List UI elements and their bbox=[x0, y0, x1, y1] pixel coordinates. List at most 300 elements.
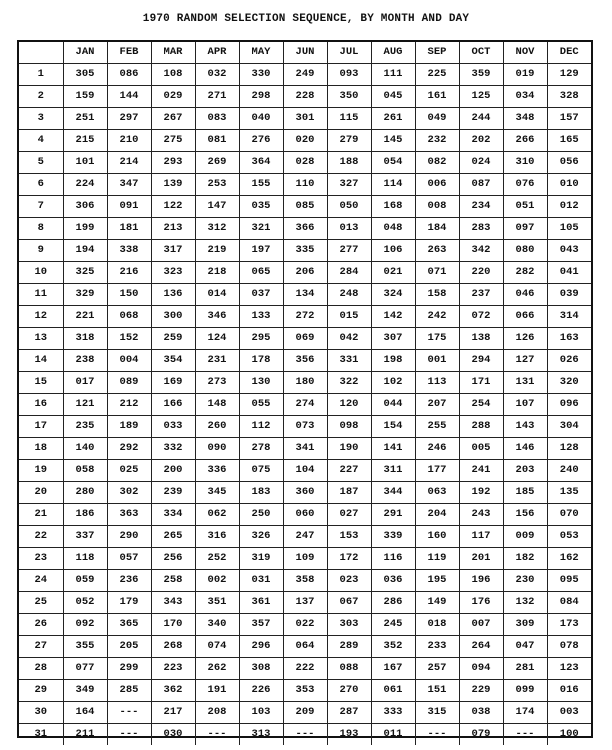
sequence-cell: 123 bbox=[547, 658, 591, 680]
sequence-cell: 150 bbox=[107, 284, 151, 306]
sequence-cell: 246 bbox=[415, 438, 459, 460]
sequence-cell: 045 bbox=[371, 86, 415, 108]
day-number: 15 bbox=[19, 372, 63, 394]
sequence-cell: 032 bbox=[195, 64, 239, 86]
sequence-cell: 267 bbox=[151, 108, 195, 130]
sequence-cell: 141 bbox=[371, 438, 415, 460]
sequence-cell: 335 bbox=[283, 240, 327, 262]
sequence-cell: 099 bbox=[503, 680, 547, 702]
sequence-cell: 209 bbox=[283, 702, 327, 724]
sequence-cell: 174 bbox=[503, 702, 547, 724]
sequence-cell: 329 bbox=[63, 284, 107, 306]
table-row bbox=[19, 548, 591, 570]
sequence-cell: 304 bbox=[547, 416, 591, 438]
sequence-cell: 341 bbox=[283, 438, 327, 460]
day-number: 3 bbox=[19, 108, 63, 130]
sequence-cell: 003 bbox=[547, 702, 591, 724]
sequence-cell: 264 bbox=[459, 636, 503, 658]
day-number: 23 bbox=[19, 548, 63, 570]
sequence-cell: 008 bbox=[415, 196, 459, 218]
sequence-cell: 270 bbox=[327, 680, 371, 702]
sequence-cell: 203 bbox=[503, 460, 547, 482]
sequence-cell: 321 bbox=[239, 218, 283, 240]
sequence-cell: 002 bbox=[195, 570, 239, 592]
day-number: 22 bbox=[19, 526, 63, 548]
sequence-cell: 093 bbox=[327, 64, 371, 86]
sequence-cell: 288 bbox=[459, 416, 503, 438]
sequence-cell: 102 bbox=[371, 372, 415, 394]
sequence-cell: 330 bbox=[239, 64, 283, 86]
sequence-cell: 186 bbox=[63, 504, 107, 526]
sequence-cell: 294 bbox=[459, 350, 503, 372]
day-number: 12 bbox=[19, 306, 63, 328]
sequence-cell: 067 bbox=[327, 592, 371, 614]
sequence-cell: 333 bbox=[371, 702, 415, 724]
sequence-cell: 061 bbox=[371, 680, 415, 702]
sequence-cell: 005 bbox=[459, 438, 503, 460]
sequence-cell: 344 bbox=[371, 482, 415, 504]
sequence-cell: 107 bbox=[503, 394, 547, 416]
sequence-cell: 133 bbox=[239, 306, 283, 328]
sequence-cell: 342 bbox=[459, 240, 503, 262]
sequence-cell: 035 bbox=[239, 196, 283, 218]
day-number: 20 bbox=[19, 482, 63, 504]
sequence-cell: 105 bbox=[547, 218, 591, 240]
sequence-cell: 340 bbox=[195, 614, 239, 636]
sequence-cell: 241 bbox=[459, 460, 503, 482]
sequence-cell: 262 bbox=[195, 658, 239, 680]
sequence-cell: 051 bbox=[503, 196, 547, 218]
sequence-cell: 197 bbox=[239, 240, 283, 262]
table-row bbox=[19, 130, 591, 152]
day-number: 2 bbox=[19, 86, 63, 108]
sequence-cell: 315 bbox=[415, 702, 459, 724]
sequence-cell: 046 bbox=[503, 284, 547, 306]
day-number: 29 bbox=[19, 680, 63, 702]
sequence-cell: 166 bbox=[151, 394, 195, 416]
sequence-cell: 171 bbox=[459, 372, 503, 394]
sequence-cell: 283 bbox=[459, 218, 503, 240]
sequence-cell: 207 bbox=[415, 394, 459, 416]
sequence-cell: 318 bbox=[63, 328, 107, 350]
sequence-cell: 155 bbox=[239, 174, 283, 196]
month-header-feb: FEB bbox=[107, 42, 151, 64]
sequence-cell: 198 bbox=[371, 350, 415, 372]
table-row bbox=[19, 636, 591, 658]
sequence-cell: 130 bbox=[239, 372, 283, 394]
sequence-cell: --- bbox=[107, 702, 151, 724]
sequence-cell: 112 bbox=[239, 416, 283, 438]
sequence-cell: 158 bbox=[415, 284, 459, 306]
day-number: 24 bbox=[19, 570, 63, 592]
sequence-cell: 025 bbox=[107, 460, 151, 482]
sequence-cell: 352 bbox=[371, 636, 415, 658]
sequence-cell: 238 bbox=[63, 350, 107, 372]
sequence-cell: 153 bbox=[327, 526, 371, 548]
sequence-cell: 208 bbox=[195, 702, 239, 724]
day-number: 4 bbox=[19, 130, 63, 152]
sequence-cell: 177 bbox=[415, 460, 459, 482]
sequence-cell: 252 bbox=[195, 548, 239, 570]
sequence-cell: 250 bbox=[239, 504, 283, 526]
sequence-cell: 265 bbox=[151, 526, 195, 548]
sequence-cell: 108 bbox=[151, 64, 195, 86]
sequence-cell: 181 bbox=[107, 218, 151, 240]
sequence-cell: 080 bbox=[503, 240, 547, 262]
sequence-cell: 227 bbox=[327, 460, 371, 482]
sequence-cell: 012 bbox=[547, 196, 591, 218]
sequence-cell: 278 bbox=[239, 438, 283, 460]
sequence-cell: 194 bbox=[63, 240, 107, 262]
sequence-cell: 137 bbox=[283, 592, 327, 614]
table-row bbox=[19, 350, 591, 372]
sequence-cell: 317 bbox=[151, 240, 195, 262]
sequence-cell: 225 bbox=[415, 64, 459, 86]
sequence-cell: 178 bbox=[239, 350, 283, 372]
sequence-cell: 201 bbox=[459, 548, 503, 570]
table-row bbox=[19, 724, 591, 746]
sequence-cell: 282 bbox=[503, 262, 547, 284]
sequence-cell: 234 bbox=[459, 196, 503, 218]
sequence-cell: 266 bbox=[503, 130, 547, 152]
table-row bbox=[19, 416, 591, 438]
sequence-cell: 253 bbox=[195, 174, 239, 196]
sequence-cell: 007 bbox=[459, 614, 503, 636]
sequence-cell: 118 bbox=[63, 548, 107, 570]
sequence-cell: 268 bbox=[151, 636, 195, 658]
sequence-cell: 353 bbox=[283, 680, 327, 702]
month-header-jul: JUL bbox=[327, 42, 371, 64]
sequence-cell: 114 bbox=[371, 174, 415, 196]
table-row bbox=[19, 680, 591, 702]
sequence-cell: 306 bbox=[63, 196, 107, 218]
sequence-cell: 187 bbox=[327, 482, 371, 504]
sequence-cell: 313 bbox=[239, 724, 283, 746]
sequence-cell: 357 bbox=[239, 614, 283, 636]
sequence-cell: 072 bbox=[459, 306, 503, 328]
sequence-cell: 066 bbox=[503, 306, 547, 328]
sequence-cell: 022 bbox=[283, 614, 327, 636]
sequence-cell: 277 bbox=[327, 240, 371, 262]
sequence-cell: 170 bbox=[151, 614, 195, 636]
sequence-cell: 062 bbox=[195, 504, 239, 526]
sequence-cell: 013 bbox=[327, 218, 371, 240]
sequence-cell: 098 bbox=[327, 416, 371, 438]
sequence-cell: 188 bbox=[327, 152, 371, 174]
sequence-cell: 191 bbox=[195, 680, 239, 702]
sequence-cell: 328 bbox=[547, 86, 591, 108]
sequence-cell: 055 bbox=[239, 394, 283, 416]
sequence-cell: 301 bbox=[283, 108, 327, 130]
day-number: 21 bbox=[19, 504, 63, 526]
sequence-cell: 221 bbox=[63, 306, 107, 328]
sequence-cell: 363 bbox=[107, 504, 151, 526]
sequence-cell: 324 bbox=[371, 284, 415, 306]
table-row bbox=[19, 460, 591, 482]
sequence-cell: 036 bbox=[371, 570, 415, 592]
sequence-cell: 016 bbox=[547, 680, 591, 702]
sequence-cell: 169 bbox=[151, 372, 195, 394]
sequence-cell: 327 bbox=[327, 174, 371, 196]
sequence-cell: 168 bbox=[371, 196, 415, 218]
day-number: 27 bbox=[19, 636, 63, 658]
sequence-cell: 179 bbox=[107, 592, 151, 614]
sequence-cell: 293 bbox=[151, 152, 195, 174]
sequence-cell: 358 bbox=[283, 570, 327, 592]
sequence-cell: 211 bbox=[63, 724, 107, 746]
table-row bbox=[19, 372, 591, 394]
sequence-cell: 085 bbox=[283, 196, 327, 218]
day-number: 1 bbox=[19, 64, 63, 86]
sequence-cell: 184 bbox=[415, 218, 459, 240]
month-header-dec: DEC bbox=[547, 42, 591, 64]
sequence-cell: 027 bbox=[327, 504, 371, 526]
sequence-cell: 159 bbox=[63, 86, 107, 108]
sequence-cell: 154 bbox=[371, 416, 415, 438]
sequence-cell: 044 bbox=[371, 394, 415, 416]
month-header-may: MAY bbox=[239, 42, 283, 64]
month-header-aug: AUG bbox=[371, 42, 415, 64]
sequence-cell: 193 bbox=[327, 724, 371, 746]
sequence-cell: 311 bbox=[371, 460, 415, 482]
sequence-cell: 147 bbox=[195, 196, 239, 218]
sequence-cell: --- bbox=[283, 724, 327, 746]
sequence-cell: 192 bbox=[459, 482, 503, 504]
sequence-cell: 058 bbox=[63, 460, 107, 482]
sequence-cell: 087 bbox=[459, 174, 503, 196]
sequence-cell: 210 bbox=[107, 130, 151, 152]
day-number: 11 bbox=[19, 284, 63, 306]
sequence-cell: 033 bbox=[151, 416, 195, 438]
table-row bbox=[19, 526, 591, 548]
sequence-cell: 228 bbox=[283, 86, 327, 108]
day-number: 26 bbox=[19, 614, 63, 636]
sequence-cell: 257 bbox=[415, 658, 459, 680]
sequence-cell: 312 bbox=[195, 218, 239, 240]
sequence-cell: 215 bbox=[63, 130, 107, 152]
sequence-cell: 095 bbox=[547, 570, 591, 592]
sequence-cell: 351 bbox=[195, 592, 239, 614]
sequence-cell: 017 bbox=[63, 372, 107, 394]
month-header-nov: NOV bbox=[503, 42, 547, 64]
sequence-cell: 355 bbox=[63, 636, 107, 658]
sequence-cell: 030 bbox=[151, 724, 195, 746]
sequence-cell: 259 bbox=[151, 328, 195, 350]
selection-sequence-table bbox=[19, 42, 591, 745]
sequence-cell: 164 bbox=[63, 702, 107, 724]
sequence-cell: 322 bbox=[327, 372, 371, 394]
sequence-cell: 196 bbox=[459, 570, 503, 592]
sequence-cell: 116 bbox=[371, 548, 415, 570]
sequence-cell: 090 bbox=[195, 438, 239, 460]
sequence-cell: 336 bbox=[195, 460, 239, 482]
table-header-row bbox=[19, 42, 591, 64]
sequence-cell: 029 bbox=[151, 86, 195, 108]
sequence-cell: 069 bbox=[283, 328, 327, 350]
sequence-cell: 119 bbox=[415, 548, 459, 570]
sequence-cell: 176 bbox=[459, 592, 503, 614]
table-row bbox=[19, 570, 591, 592]
sequence-cell: --- bbox=[195, 724, 239, 746]
sequence-cell: 182 bbox=[503, 548, 547, 570]
sequence-cell: 338 bbox=[107, 240, 151, 262]
sequence-cell: 152 bbox=[107, 328, 151, 350]
sequence-cell: 041 bbox=[547, 262, 591, 284]
sequence-cell: 281 bbox=[503, 658, 547, 680]
day-number: 14 bbox=[19, 350, 63, 372]
sequence-cell: 092 bbox=[63, 614, 107, 636]
sequence-cell: 135 bbox=[547, 482, 591, 504]
sequence-cell: 167 bbox=[371, 658, 415, 680]
sequence-cell: 049 bbox=[415, 108, 459, 130]
sequence-cell: 050 bbox=[327, 196, 371, 218]
sequence-cell: 290 bbox=[107, 526, 151, 548]
sequence-cell: 256 bbox=[151, 548, 195, 570]
sequence-cell: 021 bbox=[371, 262, 415, 284]
sequence-cell: 068 bbox=[107, 306, 151, 328]
sequence-cell: 362 bbox=[151, 680, 195, 702]
month-header-apr: APR bbox=[195, 42, 239, 64]
sequence-cell: 356 bbox=[283, 350, 327, 372]
sequence-cell: 332 bbox=[151, 438, 195, 460]
sequence-cell: 165 bbox=[547, 130, 591, 152]
day-number: 30 bbox=[19, 702, 63, 724]
table-row bbox=[19, 284, 591, 306]
sequence-cell: 020 bbox=[283, 130, 327, 152]
table-row bbox=[19, 482, 591, 504]
sequence-cell: 346 bbox=[195, 306, 239, 328]
sequence-cell: 226 bbox=[239, 680, 283, 702]
sequence-cell: 320 bbox=[547, 372, 591, 394]
sequence-cell: 148 bbox=[195, 394, 239, 416]
sequence-cell: 271 bbox=[195, 86, 239, 108]
sequence-cell: 185 bbox=[503, 482, 547, 504]
sequence-cell: 079 bbox=[459, 724, 503, 746]
sequence-cell: 305 bbox=[63, 64, 107, 86]
sequence-cell: 139 bbox=[151, 174, 195, 196]
sequence-cell: 162 bbox=[547, 548, 591, 570]
sequence-cell: 345 bbox=[195, 482, 239, 504]
sequence-cell: --- bbox=[503, 724, 547, 746]
sequence-cell: 010 bbox=[547, 174, 591, 196]
sequence-cell: 343 bbox=[151, 592, 195, 614]
table-row bbox=[19, 196, 591, 218]
sequence-cell: 083 bbox=[195, 108, 239, 130]
sequence-cell: 220 bbox=[459, 262, 503, 284]
sequence-cell: 331 bbox=[327, 350, 371, 372]
sequence-cell: 023 bbox=[327, 570, 371, 592]
sequence-cell: 124 bbox=[195, 328, 239, 350]
sequence-cell: 070 bbox=[547, 504, 591, 526]
sequence-cell: 075 bbox=[239, 460, 283, 482]
sequence-cell: 280 bbox=[63, 482, 107, 504]
sequence-cell: 239 bbox=[151, 482, 195, 504]
sequence-cell: 011 bbox=[371, 724, 415, 746]
table-row bbox=[19, 86, 591, 108]
sequence-cell: 314 bbox=[547, 306, 591, 328]
sequence-cell: 206 bbox=[283, 262, 327, 284]
sequence-cell: 088 bbox=[327, 658, 371, 680]
sequence-cell: 026 bbox=[547, 350, 591, 372]
sequence-cell: 157 bbox=[547, 108, 591, 130]
sequence-cell: 081 bbox=[195, 130, 239, 152]
sequence-cell: 149 bbox=[415, 592, 459, 614]
sequence-cell: 101 bbox=[63, 152, 107, 174]
sequence-cell: 121 bbox=[63, 394, 107, 416]
sequence-cell: 366 bbox=[283, 218, 327, 240]
sequence-cell: 151 bbox=[415, 680, 459, 702]
sequence-cell: 348 bbox=[503, 108, 547, 130]
table-row bbox=[19, 262, 591, 284]
sequence-cell: 103 bbox=[239, 702, 283, 724]
sequence-cell: 129 bbox=[547, 64, 591, 86]
sequence-cell: 218 bbox=[195, 262, 239, 284]
sequence-cell: 236 bbox=[107, 570, 151, 592]
sequence-cell: 134 bbox=[283, 284, 327, 306]
sequence-cell: 279 bbox=[327, 130, 371, 152]
table-row bbox=[19, 218, 591, 240]
sequence-cell: 339 bbox=[371, 526, 415, 548]
sequence-cell: 052 bbox=[63, 592, 107, 614]
sequence-cell: 303 bbox=[327, 614, 371, 636]
sequence-cell: 145 bbox=[371, 130, 415, 152]
table-row bbox=[19, 64, 591, 86]
sequence-cell: 199 bbox=[63, 218, 107, 240]
sequence-cell: 325 bbox=[63, 262, 107, 284]
table-row bbox=[19, 306, 591, 328]
sequence-cell: 364 bbox=[239, 152, 283, 174]
sequence-cell: 175 bbox=[415, 328, 459, 350]
sequence-cell: 144 bbox=[107, 86, 151, 108]
sequence-cell: 361 bbox=[239, 592, 283, 614]
sequence-cell: 295 bbox=[239, 328, 283, 350]
sequence-cell: 326 bbox=[239, 526, 283, 548]
sequence-cell: 100 bbox=[547, 724, 591, 746]
sequence-cell: 289 bbox=[327, 636, 371, 658]
sequence-cell: 065 bbox=[239, 262, 283, 284]
sequence-cell: 113 bbox=[415, 372, 459, 394]
month-header-mar: MAR bbox=[151, 42, 195, 64]
sequence-cell: 223 bbox=[151, 658, 195, 680]
table-row bbox=[19, 394, 591, 416]
sequence-cell: 047 bbox=[503, 636, 547, 658]
table-row bbox=[19, 504, 591, 526]
sequence-cell: 248 bbox=[327, 284, 371, 306]
day-number: 5 bbox=[19, 152, 63, 174]
sequence-cell: 091 bbox=[107, 196, 151, 218]
sequence-cell: 127 bbox=[503, 350, 547, 372]
day-number: 18 bbox=[19, 438, 63, 460]
sequence-cell: 230 bbox=[503, 570, 547, 592]
sequence-cell: 132 bbox=[503, 592, 547, 614]
sequence-cell: 216 bbox=[107, 262, 151, 284]
header-corner-cell bbox=[19, 42, 63, 64]
sequence-cell: 057 bbox=[107, 548, 151, 570]
sequence-cell: 042 bbox=[327, 328, 371, 350]
sequence-cell: 287 bbox=[327, 702, 371, 724]
sequence-cell: 247 bbox=[283, 526, 327, 548]
sequence-cell: 001 bbox=[415, 350, 459, 372]
sequence-cell: 140 bbox=[63, 438, 107, 460]
sequence-cell: 063 bbox=[415, 482, 459, 504]
sequence-cell: 360 bbox=[283, 482, 327, 504]
day-number: 19 bbox=[19, 460, 63, 482]
sequence-cell: 334 bbox=[151, 504, 195, 526]
sequence-cell: 053 bbox=[547, 526, 591, 548]
sequence-cell: 172 bbox=[327, 548, 371, 570]
sequence-cell: 163 bbox=[547, 328, 591, 350]
sequence-cell: 202 bbox=[459, 130, 503, 152]
